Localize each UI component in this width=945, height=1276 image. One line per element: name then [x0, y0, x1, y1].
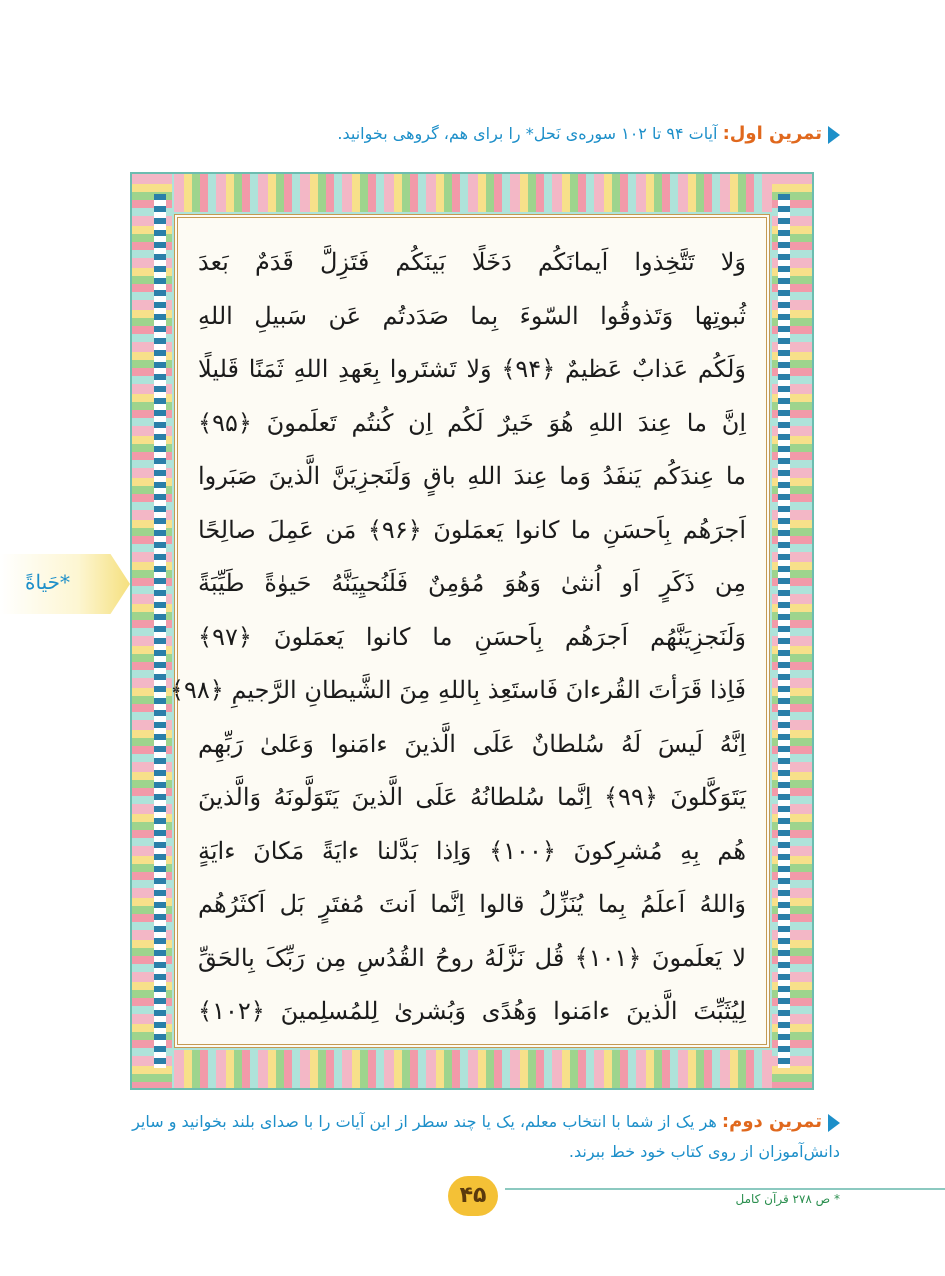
triangle-bullet-icon: [828, 1114, 840, 1132]
verse-line: وَلَنَجزِیَنَّهُم اَجرَهُم بِاَحسَنِ ما کانوا یَعمَلونَ ﴿۹۷﴾: [198, 622, 746, 651]
verse-panel: [169, 214, 770, 1048]
verse-line: وَلا تَتَّخِذوا اَیمانَکُم دَخَلًا بَینَکُم فَتَزِلَّ قَدَمٌ بَعدَ: [198, 248, 746, 276]
verse-text: [169, 236, 747, 1039]
verse-line: لِیُثَبِّتَ الَّذینَ ءامَنوا وَهُدًی وَبُشریٰ لِلمُسلِمینَ ﴿۱۰۲﴾: [198, 997, 746, 1025]
verse-line: فَاِذا قَرَأتَ القُرءانَ فَاستَعِذ بِاللهِ مِنَ الشَّیطانِ الرَّجیمِ ﴿۹۸﴾: [169, 676, 746, 704]
footer-divider: [505, 1188, 945, 1190]
footnote: * ص ۲۷۸ قرآن کامل: [735, 1192, 840, 1206]
verse-line: وَاللهُ اَعلَمُ بِما یُنَزِّلُ قالوا اِنَّما اَنتَ مُفتَرٍ بَل اَکثَرُهُم: [198, 890, 746, 918]
ornamental-frame: [130, 172, 814, 1090]
verse-line: یَتَوَکَّلونَ ﴿۹۹﴾ اِنَّما سُلطانُهُ عَلَی الَّذینَ یَتَوَلَّونَهُ وَالَّذینَ: [198, 783, 746, 811]
triangle-bullet-icon: [828, 126, 840, 144]
verse-line: لا یَعلَمونَ ﴿۱۰۱﴾ قُل نَزَّلَهُ روحُ القُدُسِ مِن رَبِّکَ بِالحَقِّ: [198, 943, 747, 972]
verse-line: مِن ذَکَرٍ اَو اُنثیٰ وَهُوَ مُؤمِنٌ فَلَنُحیِیَنَّهُ حَیوٰةً طَیِّبَةً: [198, 569, 746, 597]
verse-line: اِنَّهُ لَیسَ لَهُ سُلطانٌ عَلَی الَّذینَ ءامَنوا وَعَلیٰ رَبِّهِم: [198, 729, 746, 758]
exercise-1-text: آیات ۹۴ تا ۱۰۲ سوره‌ی نَحل* را برای هم، گروهی بخوانید.: [337, 124, 718, 143]
verse-line: هُم بِهِ مُشرِکونَ ﴿۱۰۰﴾ وَاِذا بَدَّلنا ءایَةً مَکانَ ءایَةٍ: [198, 836, 746, 865]
exercise-2-label: تمرین دوم:: [721, 1111, 822, 1132]
dotted-border-right: [778, 194, 790, 1068]
floral-border-left: [132, 174, 172, 1088]
page-number: ۴۵: [448, 1176, 498, 1216]
floral-border-top: [132, 174, 812, 212]
dotted-border-left: [154, 194, 166, 1068]
verse-line: اَجرَهُم بِاَحسَنِ ما کانوا یَعمَلونَ ﴿۹۶﴾ مَن عَمِلَ صالِحًا: [198, 515, 746, 544]
verse-line: ثُبوتِها وَتَذوقُوا السّوءَ بِما صَدَدتُم عَن سَبیلِ اللهِ: [198, 301, 746, 330]
verse-line: ما عِندَکُم یَنفَدُ وَما عِندَ اللهِ باقٍ وَلَنَجزِیَنَّ الَّذینَ صَبَروا: [198, 462, 746, 490]
floral-border-bottom: [132, 1050, 812, 1088]
exercise-1-heading: [140, 123, 840, 144]
exercise-2-text: هر یک از شما با انتخاب معلم، یک یا چند سطر از این آیات را با صدای بلند بخوانید و سایر دانش‌آموزان از روی کتاب خود خط ببرند.: [132, 1112, 840, 1161]
exercise-2-heading: [110, 1107, 840, 1167]
verse-line: وَلَکُم عَذابٌ عَظیمٌ ﴿۹۴﴾ وَلا تَشتَروا بِعَهدِ اللهِ ثَمَنًا قَلیلًا: [198, 355, 746, 383]
side-note: *حَیاةً: [25, 570, 70, 594]
exercise-1-label: تمرین اول:: [722, 123, 822, 144]
verse-line: اِنَّ ما عِندَ اللهِ هُوَ خَیرٌ لَکُم اِن کُنتُم تَعلَمونَ ﴿۹۵﴾: [198, 408, 746, 437]
